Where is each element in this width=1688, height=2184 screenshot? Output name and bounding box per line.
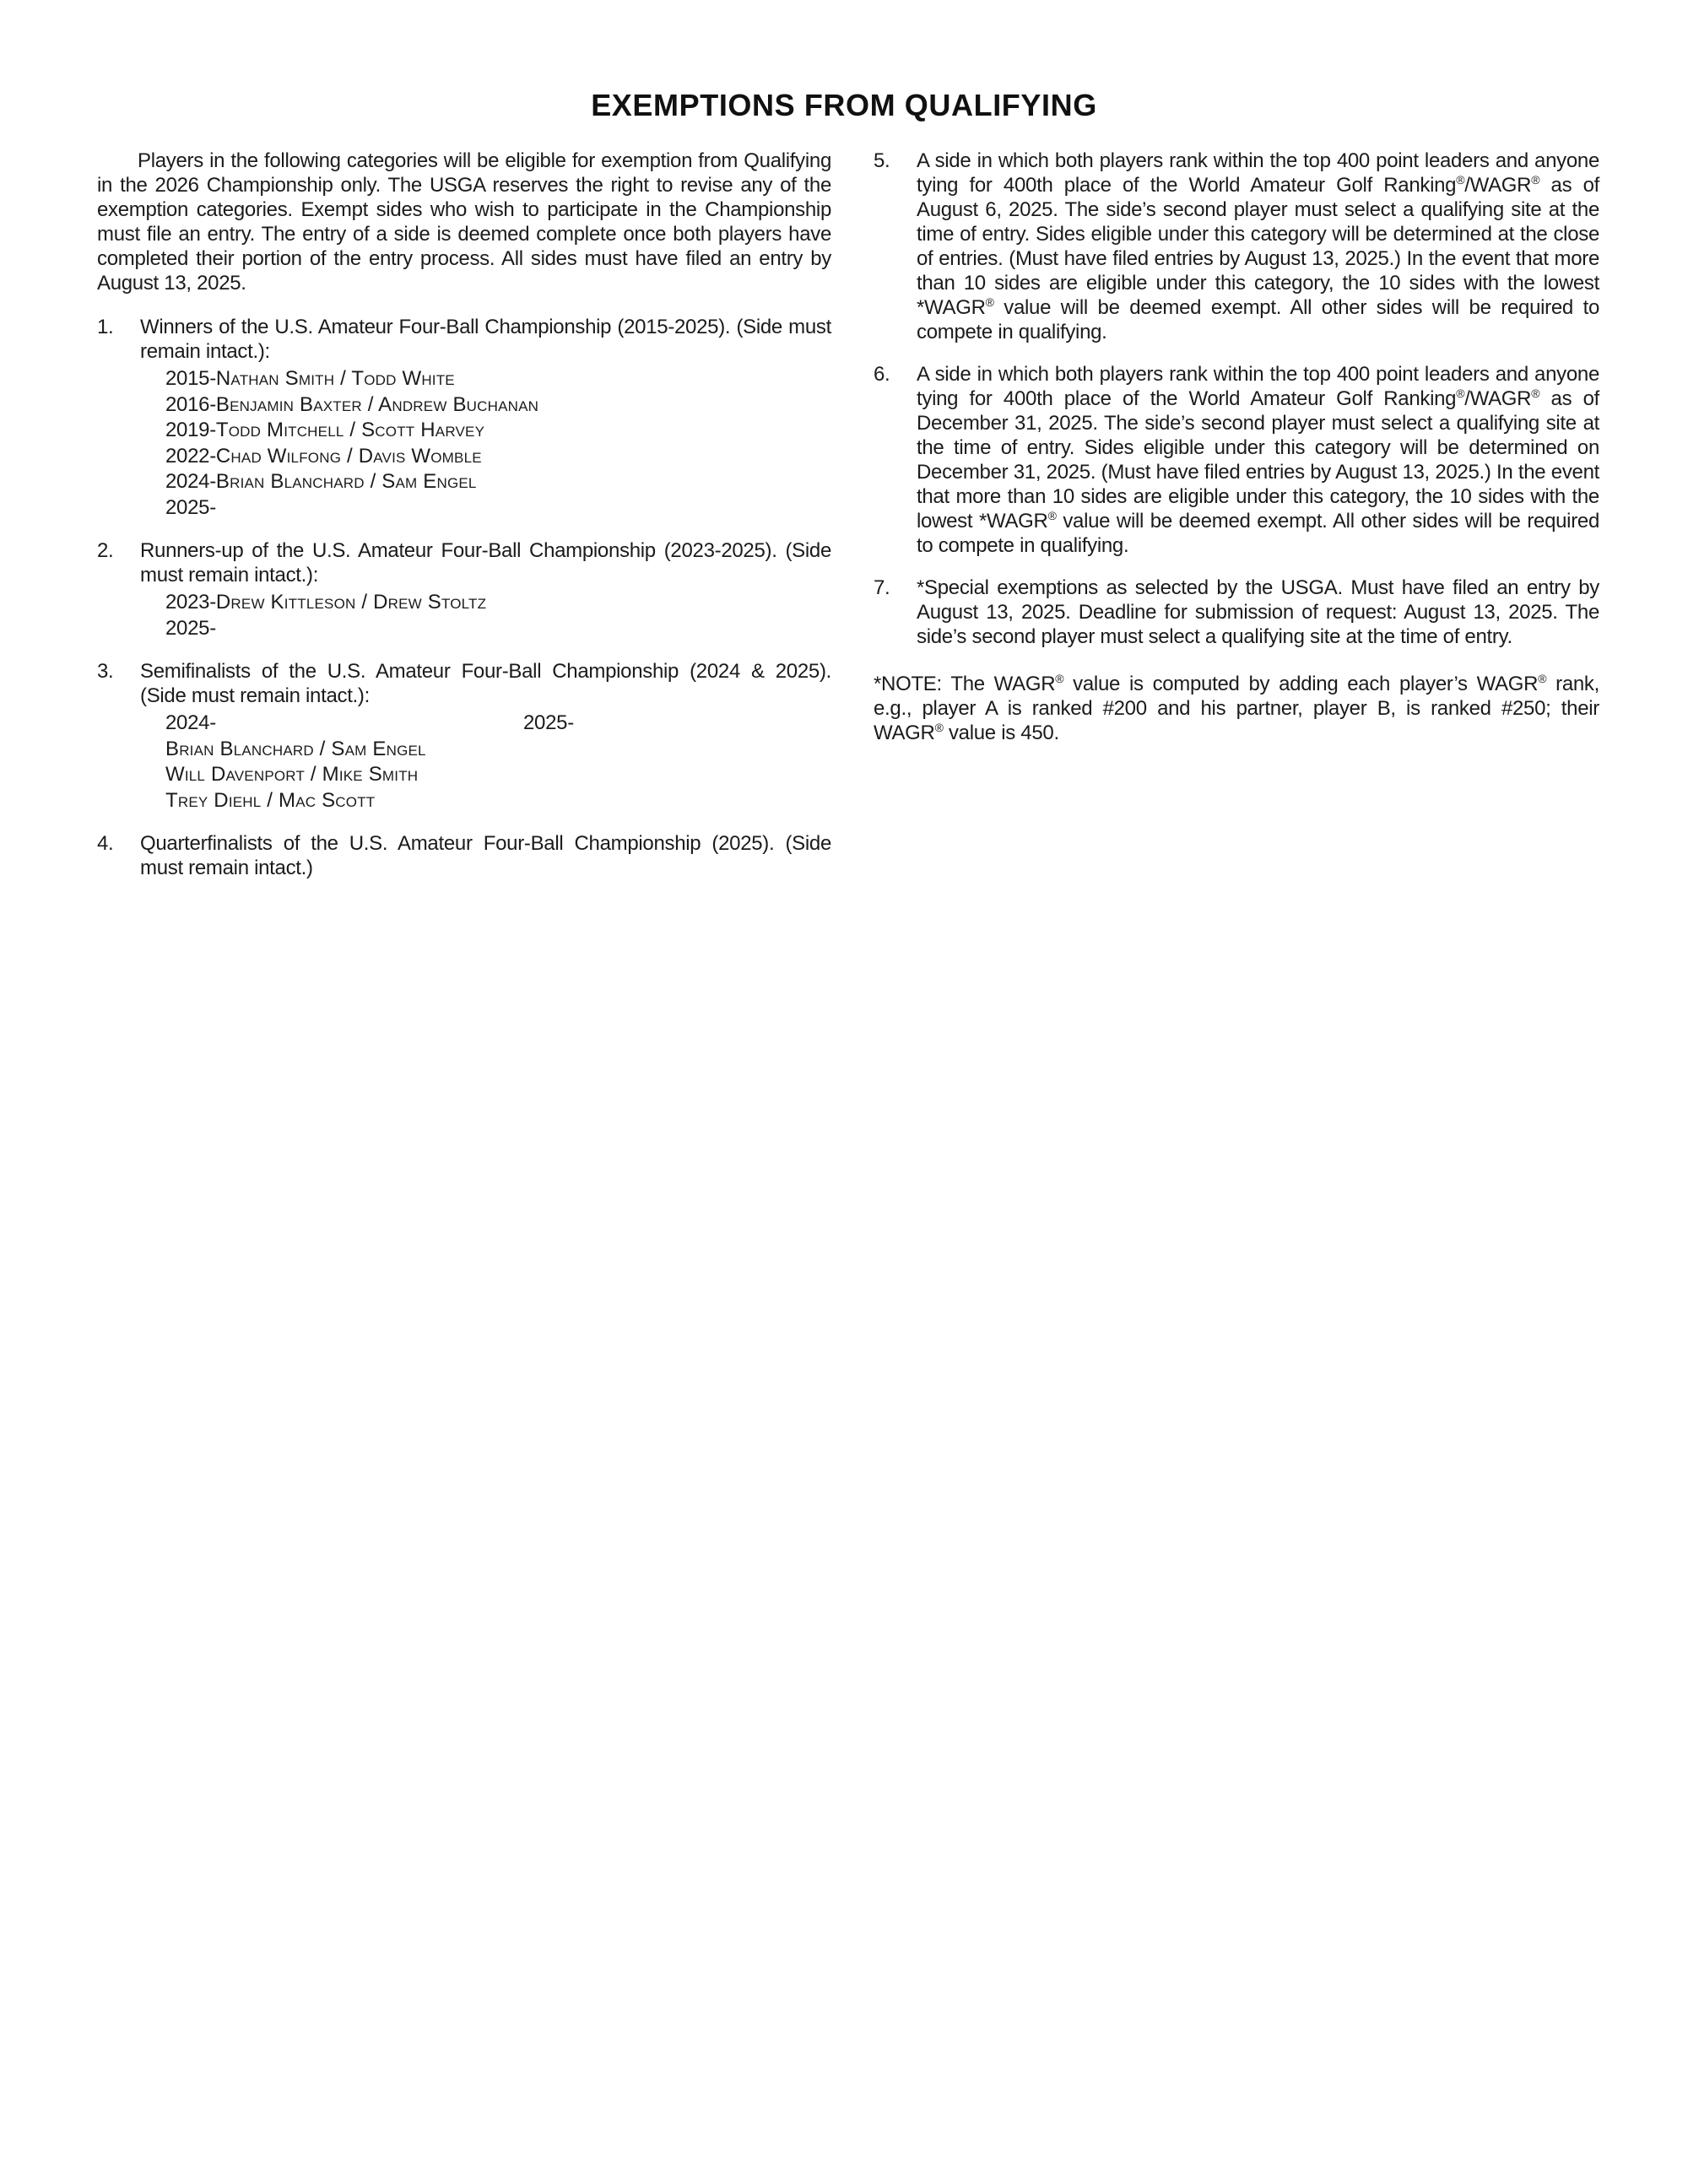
item-text: Semifinalists of the U.S. Amateur Four-Ball Championship (2024 & 2025). (Side must remain intact.): [140, 660, 831, 707]
name-line [165, 444, 831, 470]
year-label: 2023- [165, 591, 216, 614]
item-number: 5. [874, 149, 890, 172]
year-label: 2025- [523, 711, 574, 734]
intro-paragraph: Players in the following categories will be eligible for exemption from Qualifying in the 2026 Championship only. The USGA reserves the right to revise any of the exemption categories. Exempt sides who wish to participate in the Championship must file an entry. The entry of a side is deemed complete once both players have completed their portion of the entry process. All sides must have filed an entry by August 13, 2025. [97, 149, 831, 295]
item-number: 1. [97, 316, 114, 338]
player-names: Brian Blanchard / Sam Engel [165, 737, 426, 760]
name-line [165, 616, 831, 642]
year-label: 2022- [165, 444, 216, 468]
player-names: Nathan Smith / Todd White [215, 367, 455, 390]
player-names: Will Davenport / Mike Smith [165, 763, 419, 786]
item-number: 3. [97, 660, 114, 683]
list-item-wagr-august [874, 149, 1599, 344]
item-number: 4. [97, 832, 114, 855]
name-line [165, 392, 831, 419]
item-text: A side in which both players rank within the top 400 point leaders and anyone tying for 400th place of the World Amateur Golf Ranking®/WAGR® as of August 6, 2025. The side’s second player must select a qualifying site at the time of entry. Sides eligible under this category will be determined at the close of entries. (Must have filed entries by August 13, 2025.) In the event that more than 10 sides are eligible under this category, the 10 sides with the lowest *WAGR® value will be deemed exempt. All other sides will be required to compete in qualifying. [917, 149, 1599, 343]
page-title: EXEMPTIONS FROM QUALIFYING [591, 88, 1097, 122]
item-text: Winners of the U.S. Amateur Four-Ball Championship (2015-2025). (Side must remain intact.): [140, 316, 831, 363]
name-line [165, 469, 831, 495]
player-names: Todd Mitchell / Scott Harvey [215, 419, 485, 441]
year-label: 2025- [165, 616, 216, 640]
list-item-special-exemptions [874, 576, 1599, 649]
left-column [97, 149, 831, 880]
item-text: *Special exemptions as selected by the USGA. Must have filed an entry by August 13, 2025. Deadline for submission of request: August 13, 2025. The side’s second player must select a qualifying site at the time of entry. [917, 576, 1599, 648]
list-item-semifinalists [97, 659, 831, 814]
item-body [140, 538, 831, 641]
winners-name-list [165, 366, 831, 521]
list-item-runners-up [97, 538, 831, 641]
name-line [165, 495, 831, 522]
item-text: A side in which both players rank within the top 400 point leaders and anyone tying for 400th place of the World Amateur Golf Ranking®/WAGR® as of December 31, 2025. The side’s second player must select a qualifying site at the time of entry. Sides eligible under this category will be determined on December 31, 2025. (Must have filed entries by August 13, 2025.) In the event that more than 10 sides are eligible under this category, the 10 sides with the lowest *WAGR® value will be deemed exempt. All other sides will be required to compete in qualifying. [917, 363, 1599, 557]
semifinalists-name-list [165, 711, 831, 814]
name-line [165, 590, 831, 616]
player-names: Trey Diehl / Mac Scott [165, 788, 376, 812]
player-names: Benjamin Baxter / Andrew Buchanan [215, 392, 539, 416]
item-text: Runners-up of the U.S. Amateur Four-Ball Championship (2023-2025). (Side must remain intact.): [140, 539, 831, 587]
year-columns [165, 711, 831, 737]
item-body [917, 149, 1599, 344]
name-line [165, 366, 831, 392]
year-label: 2016- [165, 392, 216, 416]
list-item-wagr-december [874, 362, 1599, 558]
year-label: 2024- [165, 470, 216, 493]
item-body [140, 831, 831, 880]
item-number: 6. [874, 363, 890, 386]
list-item-winners [97, 315, 831, 521]
item-body [140, 659, 831, 814]
year-label: 2015- [165, 367, 216, 390]
item-text: Quarterfinalists of the U.S. Amateur Four-Ball Championship (2025). (Side must remain intact.) [140, 832, 831, 879]
two-column-layout [0, 123, 1688, 880]
right-column [874, 149, 1599, 880]
item-number: 2. [97, 539, 114, 562]
runners-up-name-list [165, 590, 831, 641]
year-label: 2019- [165, 419, 216, 441]
item-number: 7. [874, 576, 890, 599]
item-body [917, 576, 1599, 649]
name-line [165, 418, 831, 444]
wagr-note: *NOTE: The WAGR® value is computed by adding each player’s WAGR® rank, e.g., player A is ranked #200 and his partner, player B, is ranked #250; their WAGR® value is 450. [874, 672, 1599, 744]
item-body [140, 315, 831, 521]
list-item-quarterfinalists [97, 831, 831, 880]
year-label: 2025- [165, 495, 216, 519]
year-label: 2024- [165, 711, 216, 734]
player-names: Drew Kittleson / Drew Stoltz [215, 591, 487, 614]
player-names: Chad Wilfong / Davis Womble [215, 444, 482, 468]
player-names: Brian Blanchard / Sam Engel [215, 470, 477, 493]
item-body [917, 362, 1599, 558]
